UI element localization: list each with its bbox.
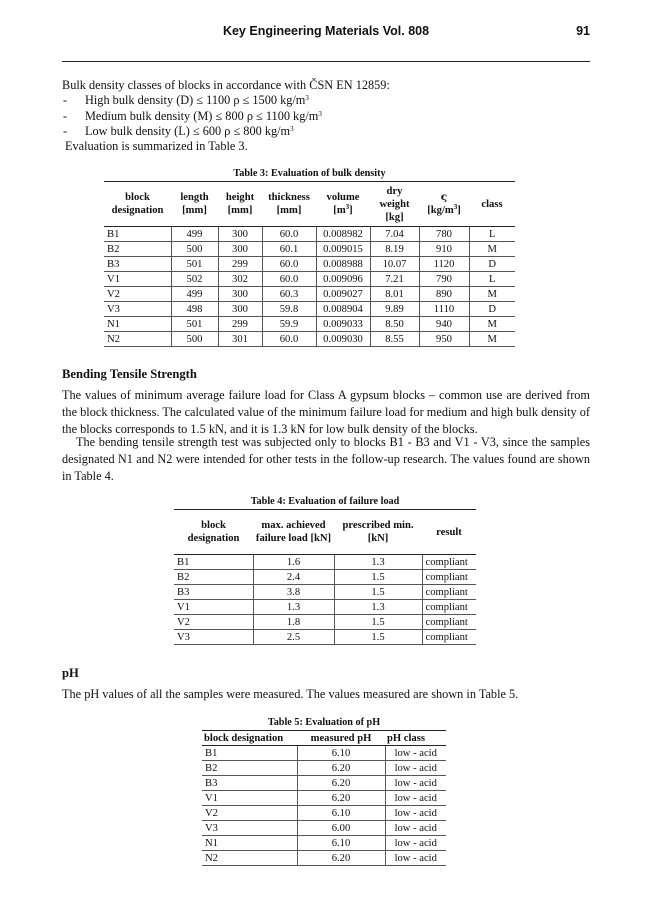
summary-line: Evaluation is summarized in Table 3. bbox=[65, 139, 248, 154]
table-row: N1 501 299 59.9 0.009033 8.50 940 M bbox=[104, 317, 515, 332]
col-header-measured-ph: measured pH bbox=[297, 731, 385, 746]
table4-caption: Table 4: Evaluation of failure load bbox=[250, 496, 400, 507]
running-header bbox=[62, 24, 590, 42]
table-row: B3 6.20 low - acid bbox=[202, 776, 446, 791]
table-row: V2 499 300 60.3 0.009027 8.01 890 M bbox=[104, 287, 515, 302]
page-number: 91 bbox=[576, 24, 590, 38]
col-header-prescribed: prescribed min. [kN] bbox=[334, 510, 422, 555]
bulk-density-intro bbox=[62, 78, 590, 154]
table-row: V2 6.10 low - acid bbox=[202, 806, 446, 821]
table3 bbox=[104, 181, 515, 347]
table-row: V3 6.00 low - acid bbox=[202, 821, 446, 836]
list-item bbox=[62, 109, 590, 124]
col-header-class: class bbox=[469, 182, 515, 227]
intro-line: Bulk density classes of blocks in accordance with ČSN EN 12859: bbox=[62, 78, 390, 92]
bending-paragraph-2: The bending tensile strength test was subjected only to blocks B1 - B3 and V1 - V3, since the samples designated N1 and N2 were intended for other tests in the follow-up research. The values found are shown in Table 4. bbox=[62, 435, 590, 483]
col-header-ph-class: pH class bbox=[385, 731, 446, 746]
ph-paragraph: The pH values of all the samples were measured. The values measured are shown in Table 5. bbox=[62, 687, 519, 701]
table-row: B2 6.20 low - acid bbox=[202, 761, 446, 776]
table-row: V1 6.20 low - acid bbox=[202, 791, 446, 806]
col-header-max-load: max. achieved failure load [kN] bbox=[253, 510, 334, 555]
table4 bbox=[174, 509, 476, 645]
col-header-thickness: thickness [mm] bbox=[262, 182, 316, 227]
col-header-volume: volume $[m^3]$ bbox=[316, 182, 370, 227]
table-row: V3 498 300 59.8 0.008904 9.89 1110 D bbox=[104, 302, 515, 317]
table-row: B1 1.6 1.3 compliant bbox=[174, 555, 476, 570]
list-item-text: High bulk density (D) ≤ 1100 ρ ≤ 1500 $kg/m^3$ bbox=[85, 93, 309, 108]
col-header-length: length [mm] bbox=[171, 182, 218, 227]
col-header-block: block designation bbox=[202, 731, 297, 746]
col-header-block: block designation bbox=[104, 182, 171, 227]
col-header-density: ς $[kg/m^3]$ bbox=[419, 182, 469, 227]
table-row: B2 2.4 1.5 compliant bbox=[174, 570, 476, 585]
col-header-block: block designation bbox=[174, 510, 253, 555]
list-dash: - bbox=[63, 108, 68, 123]
list-dash: - bbox=[63, 93, 68, 108]
col-header-result: result bbox=[422, 510, 476, 555]
col-header-height: height [mm] bbox=[218, 182, 262, 227]
list-item bbox=[62, 93, 590, 108]
table-row: V2 1.8 1.5 compliant bbox=[174, 615, 476, 630]
table-row: V1 1.3 1.3 compliant bbox=[174, 600, 476, 615]
table-row: B1 499 300 60.0 0.008982 7.04 780 L bbox=[104, 227, 515, 242]
col-header-dry-weight: dry weight [kg] bbox=[370, 182, 419, 227]
list-item-text: Medium bulk density (M) ≤ 800 ρ ≤ 1100 $kg/m^3$ bbox=[85, 108, 322, 123]
table-row: N1 6.10 low - acid bbox=[202, 836, 446, 851]
table-row: B3 3.8 1.5 compliant bbox=[174, 585, 476, 600]
table-row: V3 2.5 1.5 compliant bbox=[174, 630, 476, 645]
list-dash: - bbox=[63, 123, 68, 138]
section-heading-bending: Bending Tensile Strength bbox=[62, 367, 197, 381]
table-row: N2 6.20 low - acid bbox=[202, 851, 446, 866]
header-rule bbox=[62, 61, 590, 62]
table-row: B1 6.10 low - acid bbox=[202, 746, 446, 761]
rho-symbol: ς bbox=[440, 191, 448, 203]
bending-paragraph-1: The values of minimum average failure load for Class A gypsum blocks – common use are derived from the block thickness. The calculated value of the minimum failure load for medium and high bulk density of the blocks corresponds to 1.5 kN, and it is 1.3 kN for low bulk density of the blocks. bbox=[62, 388, 590, 436]
table5-caption: Table 5: Evaluation of pH bbox=[267, 717, 381, 728]
list-item bbox=[62, 124, 590, 139]
table-row: V1 502 302 60.0 0.009096 7.21 790 L bbox=[104, 272, 515, 287]
journal-title: Key Engineering Materials Vol. 808 bbox=[222, 24, 430, 38]
table3-caption: Table 3: Evaluation of bulk density bbox=[233, 168, 386, 179]
table5 bbox=[202, 730, 446, 866]
section-heading-ph: pH bbox=[62, 666, 79, 680]
table-row: B2 500 300 60.1 0.009015 8.19 910 M bbox=[104, 242, 515, 257]
table-row: B3 501 299 60.0 0.008988 10.07 1120 D bbox=[104, 257, 515, 272]
list-item-text: Low bulk density (L) ≤ 600 ρ ≤ 800 $kg/m^3$ bbox=[85, 123, 294, 138]
table-row: N2 500 301 60.0 0.009030 8.55 950 M bbox=[104, 332, 515, 347]
